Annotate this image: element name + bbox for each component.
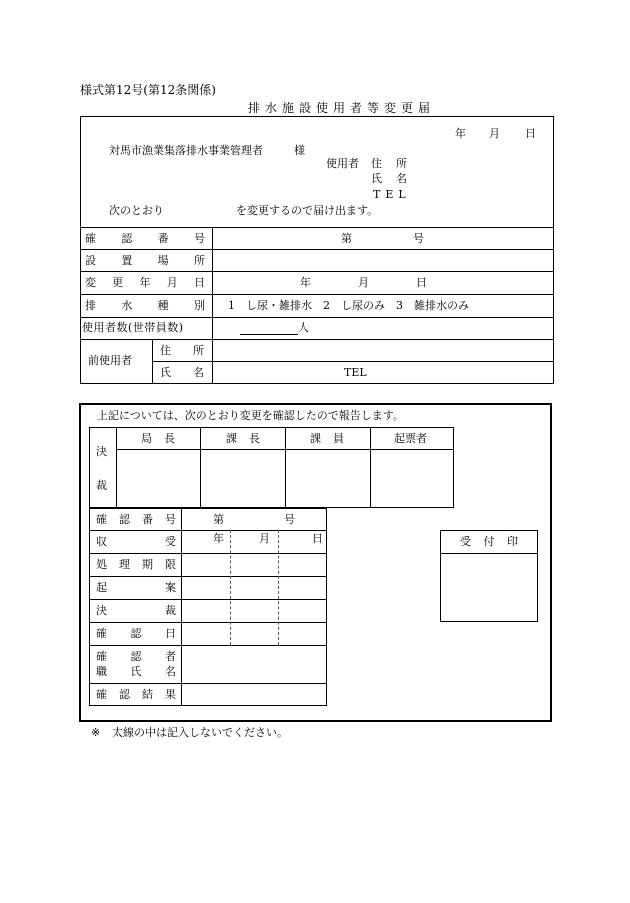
header-director: 局 長 xyxy=(141,432,175,445)
draft-label: 起 案 xyxy=(96,581,176,594)
received-year: 年 xyxy=(213,532,224,545)
prev-tel-label: TEL xyxy=(344,366,367,379)
users-label: 使用者数(世帯員数) xyxy=(82,321,184,334)
users-unit: 人 xyxy=(298,321,309,334)
confirm-no-suffix: 号 xyxy=(413,232,424,245)
date-month: 月 xyxy=(489,127,500,140)
received-day: 日 xyxy=(312,532,323,545)
drain-type-options: 1 し尿・雑排水 2 し尿のみ 3 雑排水のみ xyxy=(228,299,469,312)
applicant-name-label: 氏 名 xyxy=(371,172,407,185)
applicant-tel-label: TEL xyxy=(373,188,411,201)
applicant-address-label: 住 所 xyxy=(371,157,407,170)
rec-confirm-no-label: 確 認 番 号 xyxy=(96,513,176,526)
note-mark: ※ xyxy=(91,726,101,739)
change-day: 日 xyxy=(416,276,427,289)
users-count-line xyxy=(240,334,298,335)
honorific: 様 xyxy=(294,144,305,157)
result-label: 確 認 結 果 xyxy=(96,688,176,701)
confirmer-label-1: 確 認 者 xyxy=(96,650,176,663)
change-date-label: 変 更 年 月 日 xyxy=(85,276,205,289)
header-staff: 課 員 xyxy=(310,432,344,445)
rec-confirm-no-suffix: 号 xyxy=(284,513,295,526)
received-month: 月 xyxy=(259,532,270,545)
change-month: 月 xyxy=(358,276,369,289)
statement-suffix: を変更するので届け出ます。 xyxy=(236,204,379,217)
form-number: 様式第12号(第12条関係) xyxy=(80,83,216,97)
confirm-no-label: 確 認 番 号 xyxy=(85,232,205,245)
approved-label: 決 裁 xyxy=(96,604,176,617)
applicant-label: 使用者 xyxy=(326,157,359,170)
stamp-label: 受 付 印 xyxy=(460,535,518,548)
received-label: 収 受 xyxy=(96,535,176,548)
prev-name-label: 氏 名 xyxy=(160,366,204,379)
header-section-chief: 課 長 xyxy=(226,432,260,445)
deadline-label: 処 理 期 限 xyxy=(96,558,176,571)
footer-note: 太線の中は記入しないでください。 xyxy=(112,726,288,739)
addressee: 対馬市漁業集落排水事業管理者 xyxy=(109,144,263,157)
report-text: 上記については、次のとおり変更を確認したので報告します。 xyxy=(97,409,404,422)
confirmer-label-2: 職 氏 名 xyxy=(96,665,176,678)
header-drafter: 起票者 xyxy=(394,432,427,445)
drain-type-label: 排 水 種 別 xyxy=(85,299,205,312)
statement-prefix: 次のとおり xyxy=(109,204,164,217)
confirm-no-prefix: 第 xyxy=(341,232,352,245)
confirm-date-label: 確 認 日 xyxy=(96,627,176,640)
approval-label-1: 決 xyxy=(96,445,107,458)
approval-label-2: 裁 xyxy=(96,479,107,492)
prev-user-label: 前使用者 xyxy=(88,354,132,367)
date-day: 日 xyxy=(525,127,536,140)
change-year: 年 xyxy=(300,276,311,289)
prev-address-label: 住 所 xyxy=(160,344,204,357)
form-title: 排水施設使用者等変更届 xyxy=(248,101,436,115)
rec-confirm-no-prefix: 第 xyxy=(213,513,224,526)
location-label: 設 置 場 所 xyxy=(85,254,205,267)
date-year: 年 xyxy=(455,127,466,140)
